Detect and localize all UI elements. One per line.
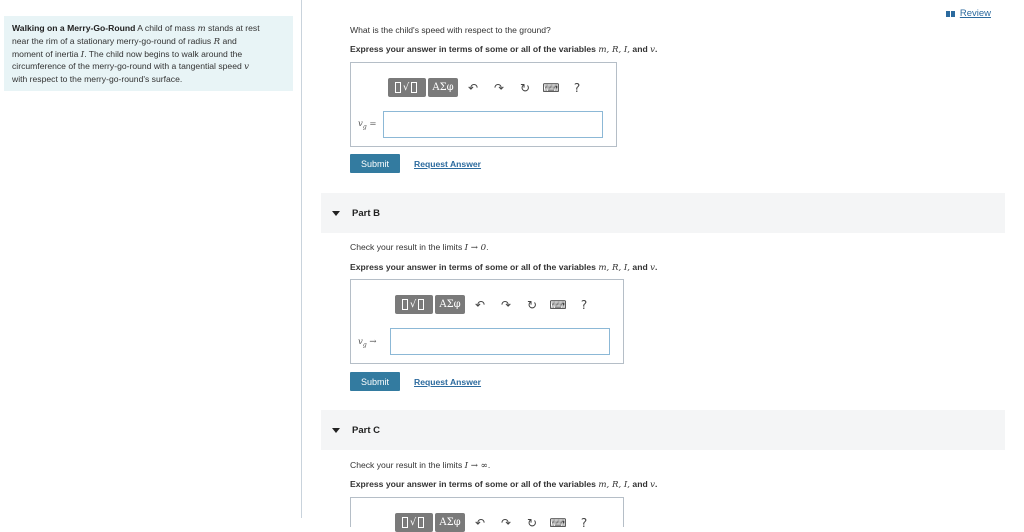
part-c-header[interactable] bbox=[321, 410, 1005, 450]
reset-icon[interactable]: ↻ bbox=[526, 515, 538, 530]
fraction-template-button[interactable]: √ bbox=[395, 513, 433, 532]
review-link[interactable] bbox=[946, 8, 991, 19]
fraction-template-button[interactable]: √ bbox=[388, 78, 426, 97]
part-a-answer-input[interactable] bbox=[383, 111, 603, 138]
left-panel bbox=[0, 0, 302, 518]
part-a-question: What is the child's speed with respect to the ground? bbox=[350, 25, 551, 35]
greek-symbols-button[interactable]: ΑΣφ bbox=[428, 78, 458, 97]
reset-icon[interactable]: ↻ bbox=[526, 297, 538, 312]
part-c-toolbar bbox=[395, 513, 597, 532]
part-b-answer-input[interactable] bbox=[390, 328, 610, 355]
greek-symbols-button[interactable]: ΑΣφ bbox=[435, 513, 465, 532]
part-b-submit-button[interactable]: Submit bbox=[350, 372, 400, 391]
part-c-instructions: Express your answer in terms of some or all of the variables m, R, I, and v. bbox=[350, 479, 658, 490]
part-b-header[interactable] bbox=[321, 193, 1005, 233]
part-b-instructions: Express your answer in terms of some or all of the variables m, R, I, and v. bbox=[350, 262, 658, 273]
greek-symbols-button[interactable]: ΑΣφ bbox=[435, 295, 465, 314]
part-c-answer-box bbox=[350, 497, 624, 530]
keyboard-icon[interactable]: ⌨ bbox=[549, 297, 567, 312]
part-b-answer-box bbox=[350, 279, 624, 364]
redo-icon[interactable]: ↷ bbox=[500, 515, 512, 530]
problem-title: Walking on a Merry-Go-Round bbox=[12, 23, 136, 33]
part-a-variable-label: $v_g$ = bbox=[358, 119, 377, 131]
help-button[interactable]: ? bbox=[580, 297, 588, 312]
part-a-submit-button[interactable]: Submit bbox=[350, 154, 400, 173]
help-button[interactable]: ? bbox=[580, 515, 588, 530]
part-b-toolbar bbox=[395, 295, 597, 314]
part-c-question: Check your result in the limits I → ∞. bbox=[350, 460, 491, 471]
part-b-variable-label: $v_g$ → bbox=[358, 337, 377, 349]
part-a-answer-box bbox=[350, 62, 617, 147]
review-label: Review bbox=[959, 8, 991, 19]
keyboard-icon[interactable]: ⌨ bbox=[542, 80, 560, 95]
part-b-request-answer-link[interactable]: Request Answer bbox=[414, 377, 482, 387]
undo-icon[interactable]: ↶ bbox=[474, 297, 486, 312]
redo-icon[interactable]: ↷ bbox=[493, 80, 505, 95]
undo-icon[interactable]: ↶ bbox=[474, 515, 486, 530]
redo-icon[interactable]: ↷ bbox=[500, 297, 512, 312]
reset-icon[interactable]: ↻ bbox=[519, 80, 531, 95]
undo-icon[interactable]: ↶ bbox=[467, 80, 479, 95]
part-a-instructions: Express your answer in terms of some or all of the variables m, R, I, and v. bbox=[350, 44, 658, 55]
review-icon bbox=[946, 11, 956, 17]
help-button[interactable]: ? bbox=[573, 80, 581, 95]
keyboard-icon[interactable]: ⌨ bbox=[549, 515, 567, 530]
problem-statement: Walking on a Merry-Go-Round A child of mass m stands at rest near the rim of a stationary merry-go-round of radius R and moment of inertia I. The child now begins to walk around the circumference of the merry-go-round with a tangential speed v with respect to the merry-go-round's surface. bbox=[4, 16, 293, 91]
fraction-template-button[interactable]: √ bbox=[395, 295, 433, 314]
part-b-title: Part B bbox=[352, 207, 380, 219]
collapse-caret-icon bbox=[332, 428, 340, 433]
part-b-question: Check your result in the limits I → 0. bbox=[350, 242, 489, 253]
part-a-request-answer-link[interactable]: Request Answer bbox=[414, 159, 482, 169]
collapse-caret-icon bbox=[332, 211, 340, 216]
part-c-title: Part C bbox=[352, 424, 380, 436]
part-a-toolbar bbox=[388, 78, 590, 97]
